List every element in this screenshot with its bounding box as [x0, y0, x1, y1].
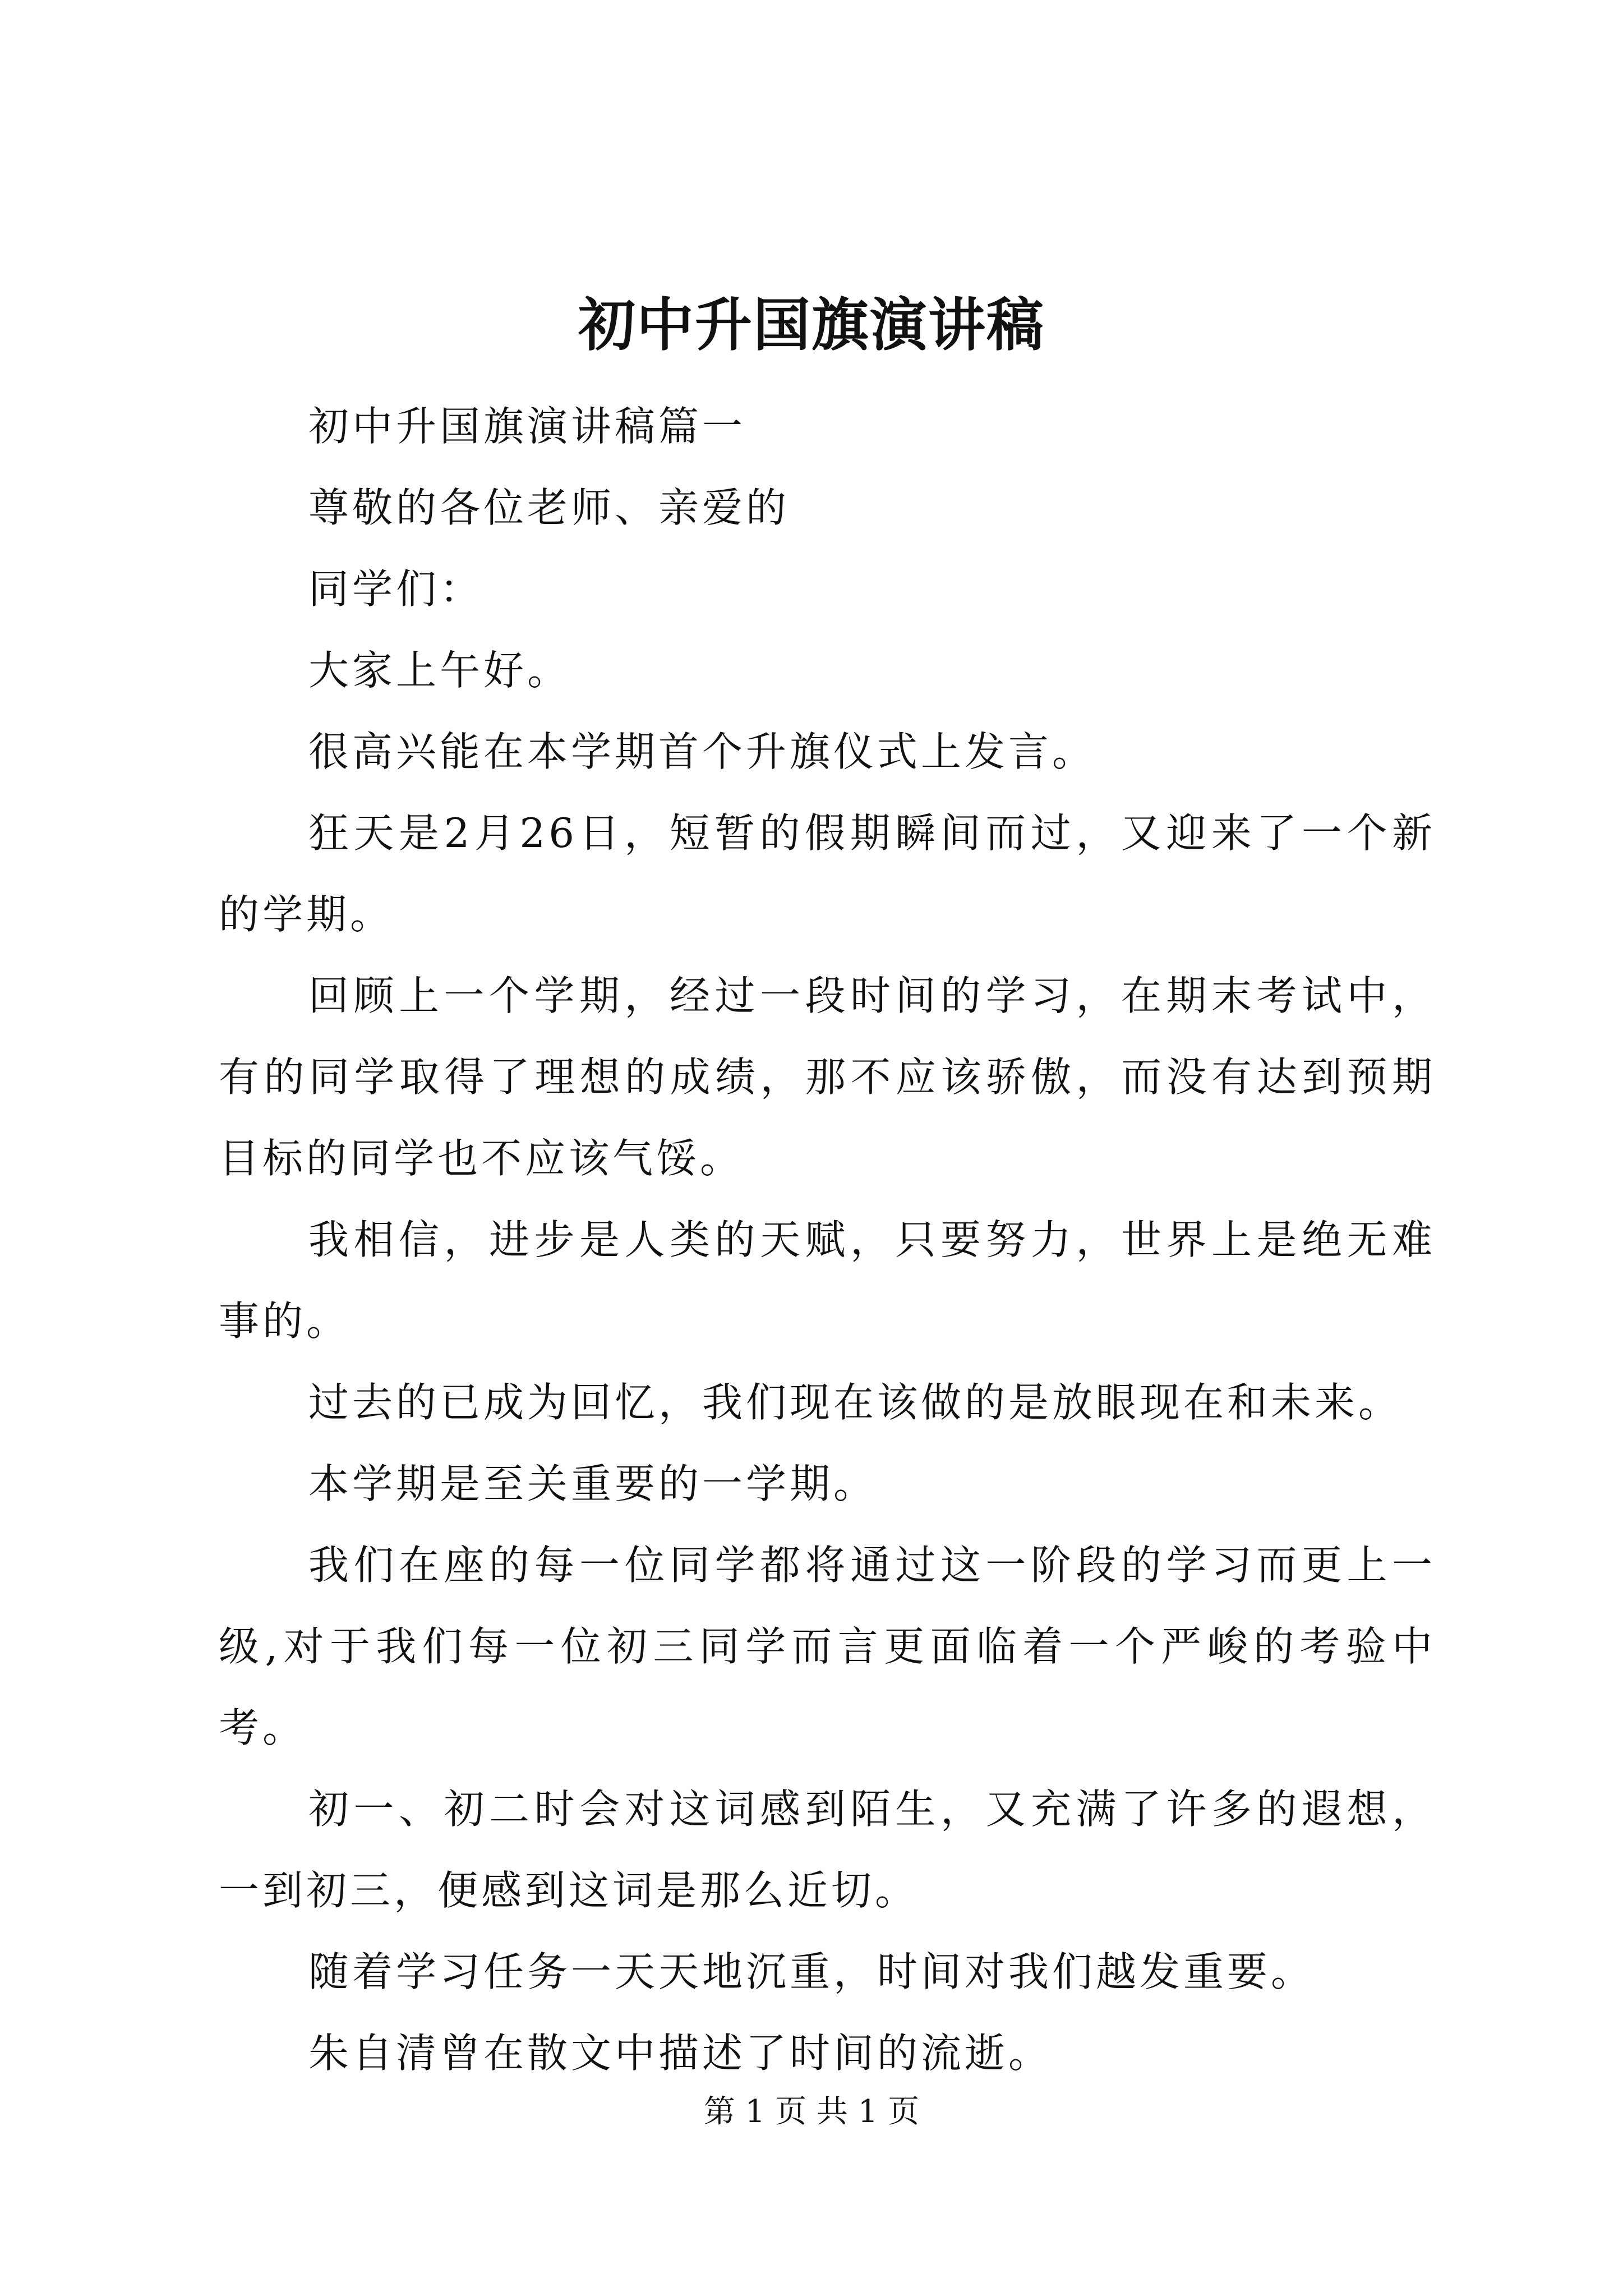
paragraph: 尊敬的各位老师、亲爱的 — [308, 484, 790, 531]
paragraph: 随着学习任务一天天地沉重，时间对我们越发重要。 — [308, 1948, 1315, 1995]
paragraph: 朱自清曾在散文中描述了时间的流逝。 — [308, 2030, 1053, 2077]
paragraph: 狂天是2月26日，短暂的假期瞬间而过，又迎来了一个新的学期。 — [219, 809, 1436, 938]
paragraph: 大家上午好。 — [308, 647, 571, 694]
paragraph: 初一、初二时会对这词感到陌生，又充满了许多的遐想，一到初三，便感到这词是那么近切。 — [219, 1786, 1436, 1914]
paragraph: 回顾上一个学期，经过一段时间的学习，在期末考试中，有的同学取得了理想的成绩，那不应该骄傲，而没有达到预期目标的同学也不应该气馁。 — [219, 972, 1436, 1182]
paragraph: 我相信，进步是人类的天赋，只要努力，世界上是绝无难事的。 — [219, 1216, 1436, 1345]
paragraph: 我们在座的每一位同学都将通过这一阶段的学习而更上一级,对于我们每一位初三同学而言更面临着一个严峻的考验中考。 — [219, 1542, 1436, 1751]
page-footer: 第 1 页 共 1 页 — [703, 2093, 920, 2130]
paragraph: 本学期是至关重要的一学期。 — [308, 1460, 878, 1507]
document-title: 初中升国旗演讲稿 — [578, 292, 1045, 359]
paragraph: 过去的已成为回忆，我们现在该做的是放眼现在和未来。 — [308, 1379, 1403, 1426]
paragraph: 很高兴能在本学期首个升旗仪式上发言。 — [308, 728, 1096, 775]
paragraph: 同学们： — [308, 565, 484, 613]
paragraph: 初中升国旗演讲稿篇一 — [308, 403, 746, 450]
document-body — [219, 386, 1436, 2094]
